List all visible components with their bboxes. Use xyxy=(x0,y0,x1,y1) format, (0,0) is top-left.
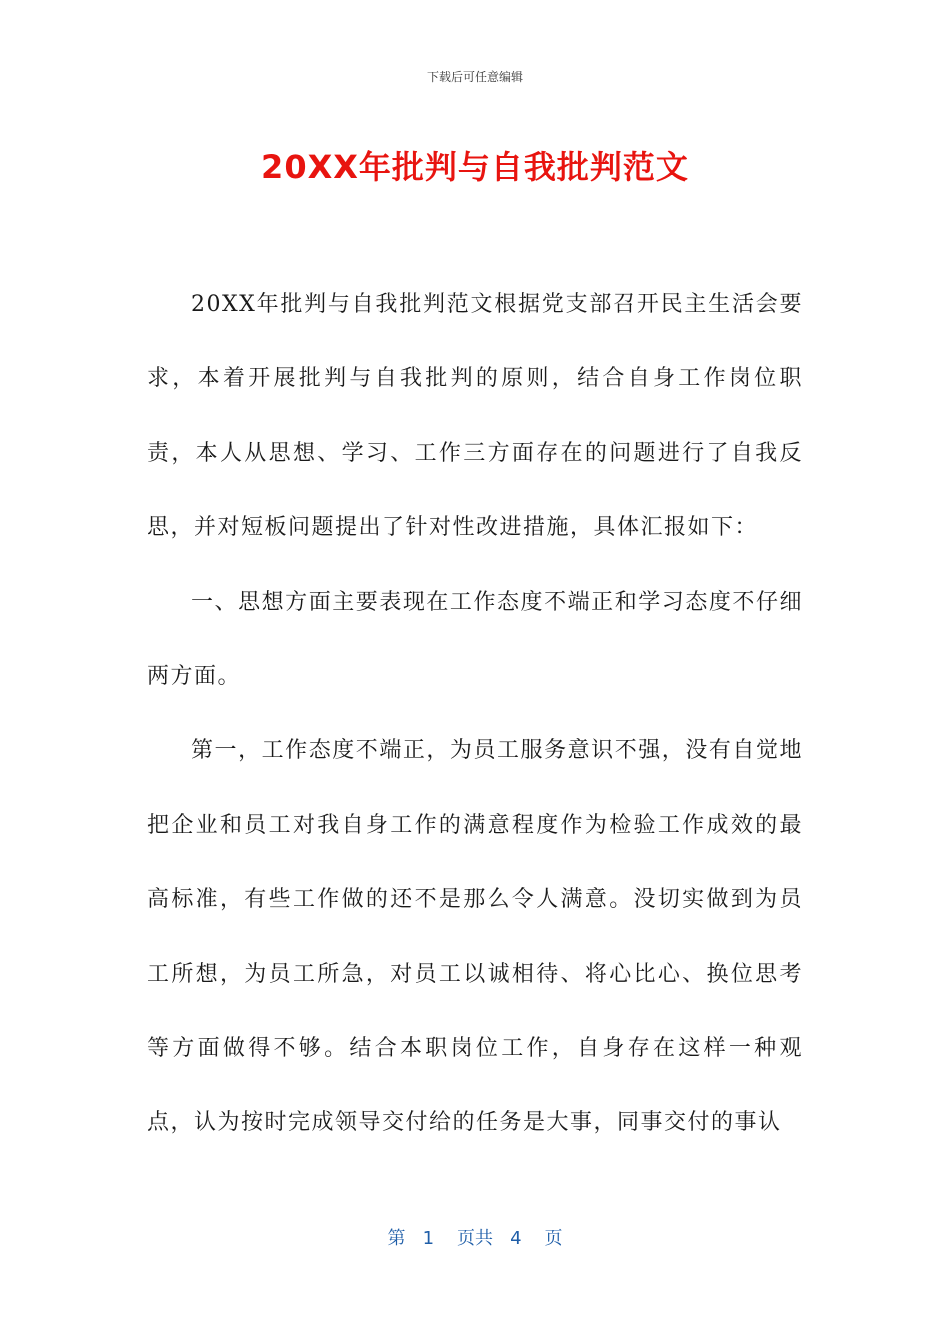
document-title: 20XX年批判与自我批判范文 xyxy=(261,148,689,186)
paragraph-first-point: 第一，工作态度不端正，为员工服务意识不强，没有自觉地把企业和员工对我自身工作的满意程度作为检验工作成效的最高标准，有些工作做的还不是那么令人满意。没切实做到为员工所想，为员工所急，对员工以诚相待、将心比心、换位思考等方面做得不够。结合本职岗位工作，自身存在这样一种观点，认为按时完成领导交付给的任务是大事，同事交付的事认 xyxy=(147,738,803,1136)
page-footer xyxy=(0,1224,950,1250)
document-body xyxy=(147,268,803,1161)
footer-total-pages: 4 xyxy=(510,1228,522,1249)
footer-middle: 页共 xyxy=(457,1228,493,1249)
footer-suffix: 页 xyxy=(544,1228,563,1249)
footer-prefix: 第 xyxy=(387,1228,406,1249)
footer-current-page: 1 xyxy=(422,1228,435,1249)
paragraph-intro: 20XX年批判与自我批判范文根据党支部召开民主生活会要求，本着开展批判与自我批判的原则，结合自身工作岗位职责，本人从思想、学习、工作三方面存在的问题进行了自我反思，并对短板问题提出了针对性改进措施，具体汇报如下： xyxy=(147,292,803,541)
paragraph-section-one: 一、思想方面主要表现在工作态度不端正和学习态度不仔细两方面。 xyxy=(147,589,803,690)
header-note: 下载后可任意编辑 xyxy=(426,70,523,84)
